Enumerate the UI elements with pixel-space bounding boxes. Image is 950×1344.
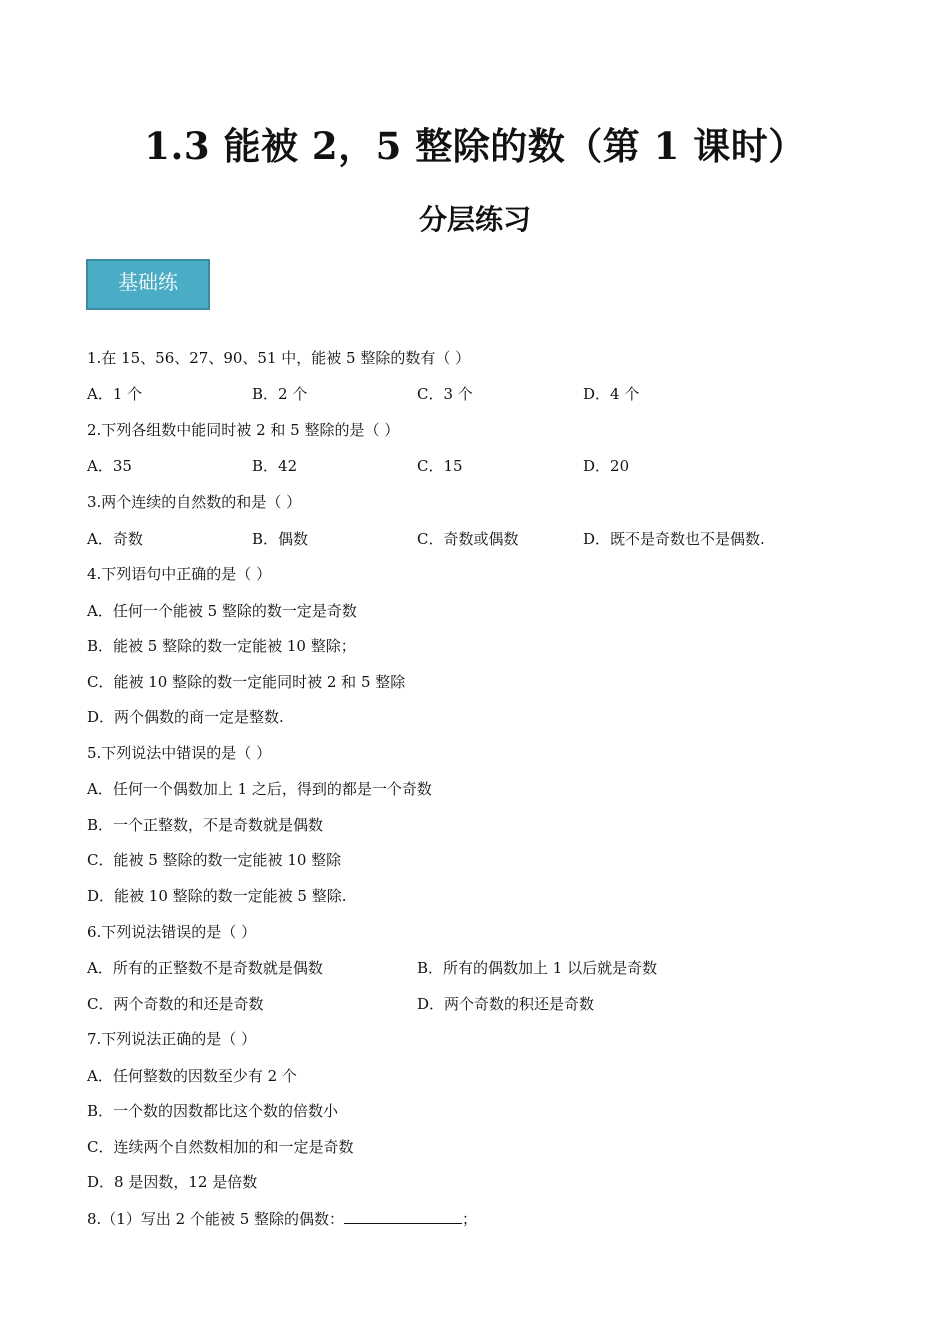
question-1-stem: 1.在 15、56、27、90、51 中，能被 5 整除的数有（ ） bbox=[87, 349, 471, 367]
question-3-stem: 3.两个连续的自然数的和是（ ） bbox=[87, 493, 302, 511]
question-4-option-b: B．能被 5 整除的数一定能被 10 整除； bbox=[87, 637, 356, 655]
question-1-option-d: D．4 个 bbox=[583, 385, 640, 403]
question-4-stem: 4.下列语句中正确的是（ ） bbox=[87, 565, 272, 583]
question-2-stem: 2.下列各组数中能同时被 2 和 5 整除的是（ ） bbox=[87, 421, 400, 439]
question-4-option-a: A．任何一个能被 5 整除的数一定是奇数 bbox=[87, 602, 357, 620]
question-4-option-c: C．能被 10 整除的数一定能同时被 2 和 5 整除 bbox=[87, 673, 406, 691]
question-1-option-b: B．2 个 bbox=[252, 385, 308, 403]
question-5-option-c: C．能被 5 整除的数一定能被 10 整除 bbox=[87, 851, 342, 869]
question-3-option-b: B．偶数 bbox=[252, 530, 309, 548]
question-2-option-d: D．20 bbox=[583, 457, 630, 475]
question-3-option-c: C．奇数或偶数 bbox=[417, 530, 519, 548]
question-5-option-b: B．一个正整数，不是奇数就是偶数 bbox=[87, 816, 324, 834]
question-7-option-c: C．连续两个自然数相加的和一定是奇数 bbox=[87, 1138, 354, 1156]
question-6-option-a: A．所有的正整数不是奇数就是偶数 bbox=[87, 959, 323, 977]
question-1-option-a: A．1 个 bbox=[87, 385, 143, 403]
question-2-option-c: C．15 bbox=[417, 457, 463, 475]
question-2-option-b: B．42 bbox=[252, 457, 298, 475]
question-7-stem: 7.下列说法正确的是（ ） bbox=[87, 1030, 257, 1048]
question-5-stem: 5.下列说法中错误的是（ ） bbox=[87, 744, 272, 762]
question-6-option-c: C．两个奇数的和还是奇数 bbox=[87, 995, 264, 1013]
question-7-option-d: D．8 是因数，12 是倍数 bbox=[87, 1173, 258, 1191]
section-badge bbox=[86, 259, 210, 310]
question-8-stem-end: ； bbox=[462, 1210, 478, 1228]
page-subtitle: 分层练习 bbox=[418, 203, 531, 236]
question-7-option-b: B．一个数的因数都比这个数的倍数小 bbox=[87, 1102, 339, 1120]
question-3-option-a: A．奇数 bbox=[87, 530, 143, 548]
question-1-option-c: C．3 个 bbox=[417, 385, 473, 403]
question-6-option-b: B．所有的偶数加上 1 以后就是奇数 bbox=[417, 959, 658, 977]
question-6-option-d: D．两个奇数的积还是奇数 bbox=[417, 995, 595, 1013]
question-8-stem: 8.（1）写出 2 个能被 5 整除的偶数： bbox=[87, 1210, 345, 1228]
page-title: 1.3 能被 2，5 整除的数（第 1 课时） bbox=[144, 124, 806, 168]
question-8 bbox=[87, 1209, 477, 1229]
question-5-option-d: D．能被 10 整除的数一定能被 5 整除. bbox=[87, 887, 347, 905]
question-7-option-a: A．任何整数的因数至少有 2 个 bbox=[87, 1067, 297, 1085]
question-4-option-d: D．两个偶数的商一定是整数. bbox=[87, 708, 284, 726]
section-label: 基础练 bbox=[118, 270, 178, 294]
question-6-stem: 6.下列说法错误的是（ ） bbox=[87, 923, 257, 941]
answer-blank[interactable] bbox=[344, 1209, 462, 1224]
question-2-option-a: A．35 bbox=[87, 457, 132, 475]
question-3-option-d: D．既不是奇数也不是偶数. bbox=[583, 530, 765, 548]
question-5-option-a: A．任何一个偶数加上 1 之后，得到的都是一个奇数 bbox=[87, 780, 432, 798]
